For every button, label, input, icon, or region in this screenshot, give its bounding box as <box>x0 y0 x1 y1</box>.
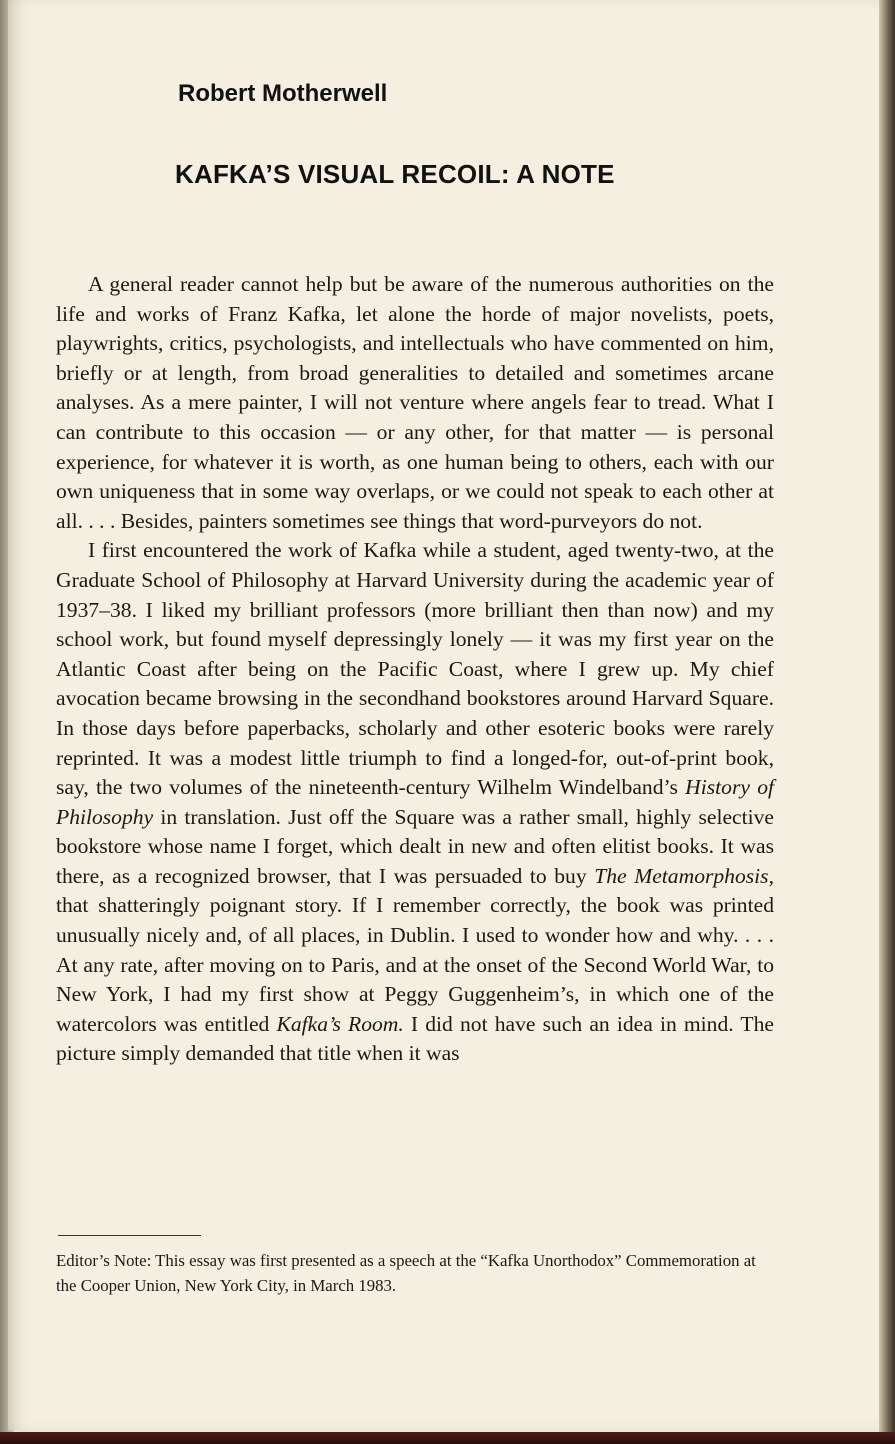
book-title-history-of-philosophy: History of Philosophy <box>56 775 774 829</box>
author-name: Robert Motherwell <box>178 80 388 107</box>
book-title-metamorphosis: The Metamorphosis, <box>594 863 774 888</box>
paragraph-2-text-d: I did not have such an idea in mind. The picture simply demanded that title when it was <box>56 1011 774 1066</box>
paragraph-2-text-a: I first encountered the work of Kafka while a student, aged twenty-two, at the Graduate School of Philosophy at Harvard University during the academic year of 1937–38. I liked my brilliant professors (more brilliant then than now) and my school work, but found myself depressingly lonely — it was my first year on the Atlantic Coast after being on the Pacific Coast, where I grew up. My chief avocation became browsing in the secondhand bookstores around Harvard Square. In those days before paperbacks, scholarly and other esoteric books were rarely reprinted. It was a modest little triumph to find a longed-for, out-of-print book, say, the two volumes of the nineteenth-century Wilhelm Windelband’s <box>56 538 774 800</box>
book-cover-edge <box>0 1432 895 1444</box>
editors-note-footnote: Editor’s Note: This essay was first presented as a speech at the “Kafka Unorthodox” Commemoration at the Cooper Union, New York City, in March 1983. <box>56 1251 756 1295</box>
paragraph-2-text-c: that shatteringly poignant story. If I remember correctly, the book was printed unusually nicely and, of all places, in Dublin. I used to wonder how and why. . . . At any rate, after moving on to Paris, and at the onset of the Second World War, to New York, I had my first show at Peggy Guggenheim’s, in which one of the watercolors was entitled <box>56 893 774 1036</box>
paragraph-2-text-b: in translation. Just off the Square was a rather small, highly selective bookstore whose name I forget, which dealt in new and often elitist books. It was there, as a recognized browser, that I was persuaded to buy <box>56 804 774 888</box>
article-title: KAFKA’S VISUAL RECOIL: A NOTE <box>175 159 615 189</box>
paragraph-1: A general reader cannot help but be aware of the numerous authorities on the life and works of Franz Kafka, let alone the horde of major novelists, poets, playwrights, critics, psychologists, and intellectuals who have commented on him, briefly or at length, from broad generalities to detailed and sometimes arcane analyses. As a mere painter, I will not venture where angels fear to tread. What I can contribute to this occasion — or any other, for that matter — is personal experience, for whatever it is worth, as one human being to others, each with our own uniqueness that in some way overlaps, or we could not speak to each other at all. . . . Besides, painters sometimes see things that word-purveyors do not. <box>56 272 774 533</box>
page-edge-shadow <box>879 0 895 1444</box>
footnote-divider <box>58 1235 201 1236</box>
paragraph-2 <box>56 536 774 1069</box>
article-body <box>56 270 774 1069</box>
book-page <box>8 0 880 1430</box>
artwork-title-kafkas-room: Kafka’s Room. <box>276 1011 404 1036</box>
